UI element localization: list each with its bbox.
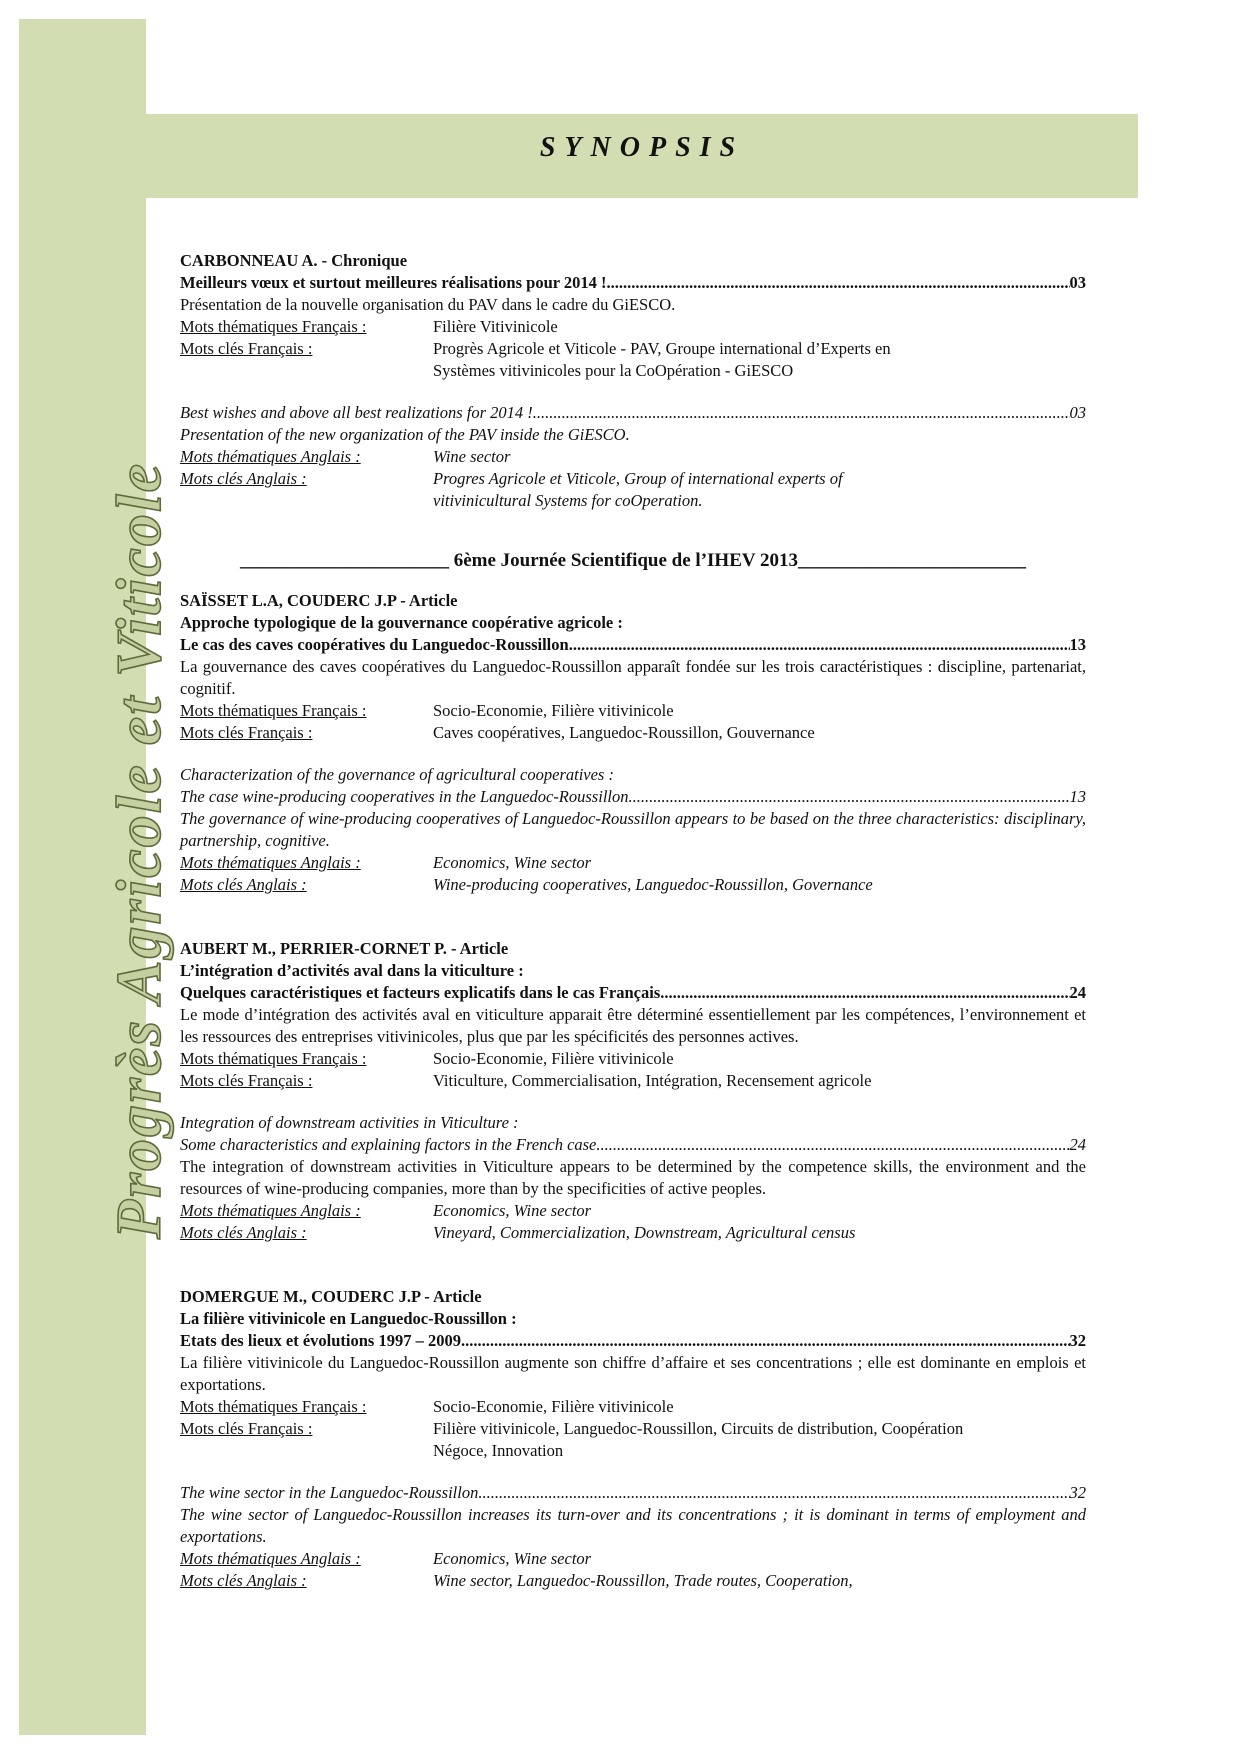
entry-domergue	[180, 1286, 1086, 1592]
entry-title-text: Meilleurs vœux et surtout meilleures réalisations pour 2014 !	[180, 273, 607, 292]
entry-title-fr-line1: L’intégration d’activités aval dans la viticulture :	[180, 961, 524, 980]
leader-dots	[569, 634, 1070, 656]
section-heading	[180, 550, 1086, 576]
page-number: 13	[1069, 635, 1086, 654]
keys-en-label: Mots clés Anglais :	[180, 875, 307, 894]
entry-aubert	[180, 938, 1086, 1244]
keys-en-continued: vitivinicultural Systems for coOperation.	[433, 491, 703, 510]
page-number: 13	[1069, 787, 1086, 806]
keys-fr-row	[180, 338, 1086, 360]
summary-fr: Présentation de la nouvelle organisation du PAV dans le cadre du GiESCO.	[180, 295, 676, 314]
page-number: 24	[1069, 1135, 1086, 1154]
entry-author: DOMERGUE M., COUDERC J.P - Article	[180, 1287, 482, 1306]
keys-fr-label: Mots clés Français :	[180, 1419, 313, 1438]
leader-dots	[461, 1330, 1070, 1352]
keys-en-value: Vineyard, Commercialization, Downstream, Agricultural census	[433, 1223, 856, 1242]
summary-fr: La filière vitivinicole du Languedoc-Roussillon augmente son chiffre d’affaire et ses concentrations ; elle est dominante en emplois et exportations.	[180, 1353, 1086, 1394]
leader-dots	[533, 402, 1070, 424]
entry-title-text: Quelques caractéristiques et facteurs explicatifs dans le cas Français	[180, 983, 661, 1002]
page-title: SYNOPSIS	[539, 132, 745, 163]
leader-dots	[628, 786, 1069, 808]
entry-title-en	[180, 786, 1086, 808]
summary-fr: Le mode d’intégration des activités aval en viticulture apparait être déterminé essentiellement par les compétences, l’environnement et les ressources des entreprises vitivinicoles, plus que par les spécificités des personnes actives.	[180, 1005, 1086, 1046]
page-number: 24	[1069, 983, 1086, 1002]
leader-dots	[478, 1482, 1069, 1504]
entry-title-fr	[180, 1330, 1086, 1352]
theme-en-label: Mots thématiques Anglais :	[180, 447, 361, 466]
section-rule-right: ________________________	[798, 550, 1026, 571]
entry-title-en-line1: Integration of downstream activities in Viticulture :	[180, 1113, 519, 1132]
theme-fr-label: Mots thématiques Français :	[180, 701, 367, 720]
keys-fr-row	[180, 1070, 1086, 1092]
page-number: 03	[1069, 273, 1086, 292]
keys-en-value: Progres Agricole et Viticole, Group of international experts of	[433, 469, 843, 488]
page-number: 03	[1069, 403, 1086, 422]
keys-en-row	[180, 874, 1086, 896]
keys-en-label: Mots clés Anglais :	[180, 469, 307, 488]
keys-fr-value: Progrès Agricole et Viticole - PAV, Groupe international d’Experts en	[433, 339, 891, 358]
theme-fr-row	[180, 316, 1086, 338]
keys-en-value: Wine-producing cooperatives, Languedoc-Roussillon, Governance	[433, 875, 873, 894]
keys-en-row	[180, 468, 1086, 490]
keys-fr-value: Caves coopératives, Languedoc-Roussillon, Gouvernance	[433, 723, 815, 742]
keys-fr-row	[180, 1418, 1086, 1440]
keys-en-label: Mots clés Anglais :	[180, 1571, 307, 1590]
page-number: 32	[1069, 1483, 1086, 1502]
theme-fr-row	[180, 700, 1086, 722]
leader-dots	[660, 982, 1069, 1004]
page-number: 32	[1069, 1331, 1086, 1350]
keys-fr-label: Mots clés Français :	[180, 339, 313, 358]
theme-en-value: Wine sector	[433, 447, 511, 466]
theme-fr-value: Socio-Economie, Filière vitivinicole	[433, 1397, 674, 1416]
summary-fr: La gouvernance des caves coopératives du Languedoc-Roussillon apparaît fondée sur les trois caractéristiques : discipline, partenariat, cognitif.	[180, 657, 1086, 698]
theme-en-row	[180, 446, 1086, 468]
entry-title-text: Some characteristics and explaining factors in the French case	[180, 1135, 597, 1154]
entry-title-text: Etats des lieux et évolutions 1997 – 2009	[180, 1331, 461, 1350]
keys-fr-continued: Négoce, Innovation	[433, 1441, 564, 1460]
theme-en-row	[180, 1548, 1086, 1570]
theme-en-value: Economics, Wine sector	[433, 1549, 592, 1568]
entry-title-fr	[180, 634, 1086, 656]
title-banner	[146, 114, 1138, 198]
keys-fr-label: Mots clés Français :	[180, 1071, 313, 1090]
section-title: 6ème Journée Scientifique de l’IHEV 2013	[453, 550, 798, 571]
keys-fr-value: Filière vitivinicole, Languedoc-Roussillon, Circuits de distribution, Coopération	[433, 1419, 964, 1438]
theme-en-row	[180, 852, 1086, 874]
theme-fr-row	[180, 1048, 1086, 1070]
entry-author: AUBERT M., PERRIER-CORNET P. - Article	[180, 939, 509, 958]
section-rule-left: ______________________	[239, 550, 449, 571]
keys-fr-value: Viticulture, Commercialisation, Intégration, Recensement agricole	[433, 1071, 872, 1090]
theme-en-value: Economics, Wine sector	[433, 853, 592, 872]
entry-title-fr-line1: Approche typologique de la gouvernance coopérative agricole :	[180, 613, 623, 632]
entry-title-text: Le cas des caves coopératives du Languedoc-Roussillon	[180, 635, 569, 654]
sidebar	[19, 19, 174, 1735]
synopsis-content	[180, 250, 1086, 1592]
theme-fr-value: Socio-Economie, Filière vitivinicole	[433, 701, 674, 720]
entry-title-fr-line1: La filière vitivinicole en Languedoc-Roussillon :	[180, 1309, 517, 1328]
entry-title-text: Best wishes and above all best realizations for 2014 !	[180, 403, 533, 422]
summary-en: The integration of downstream activities in Viticulture appears to be determined by the competence skills, the environment and the resources of wine-producing companies, more than by the specificities of active peoples.	[180, 1157, 1086, 1198]
entry-carbonneau	[180, 250, 1086, 512]
entry-title-text: The wine sector in the Languedoc-Roussillon	[180, 1483, 479, 1502]
theme-fr-label: Mots thématiques Français :	[180, 1397, 367, 1416]
keys-en-value: Wine sector, Languedoc-Roussillon, Trade routes, Cooperation,	[433, 1571, 853, 1590]
entry-title-en	[180, 402, 1086, 424]
summary-en: The wine sector of Languedoc-Roussillon increases its turn-over and its concentrations ; it is dominant in terms of employment and exportations.	[180, 1505, 1086, 1546]
entry-title-fr	[180, 272, 1086, 294]
entry-title-en	[180, 1134, 1086, 1156]
keys-fr-continued: Systèmes vitivinicoles pour la CoOpération - GiESCO	[433, 361, 794, 380]
theme-fr-value: Filière Vitivinicole	[433, 317, 558, 336]
entry-saisset	[180, 590, 1086, 896]
theme-fr-row	[180, 1396, 1086, 1418]
entry-title-en	[180, 1482, 1086, 1504]
summary-en: The governance of wine-producing cooperatives of Languedoc-Roussillon appears to be based on the three characteristics: disciplinary, partnership, cognitive.	[180, 809, 1086, 850]
keys-en-row	[180, 1222, 1086, 1244]
entry-title-en-line1: Characterization of the governance of agricultural cooperatives :	[180, 765, 614, 784]
theme-en-label: Mots thématiques Anglais :	[180, 1549, 361, 1568]
entry-author: CARBONNEAU A. - Chronique	[180, 251, 408, 270]
theme-en-label: Mots thématiques Anglais :	[180, 853, 361, 872]
theme-en-label: Mots thématiques Anglais :	[180, 1201, 361, 1220]
keys-fr-label: Mots clés Français :	[180, 723, 313, 742]
keys-en-row	[180, 1570, 1086, 1592]
theme-fr-label: Mots thématiques Français :	[180, 1049, 367, 1068]
theme-en-value: Economics, Wine sector	[433, 1201, 592, 1220]
theme-fr-label: Mots thématiques Français :	[180, 317, 367, 336]
entry-title-text: The case wine-producing cooperatives in the Languedoc-Roussillon	[180, 787, 629, 806]
entry-author: SAÏSSET L.A, COUDERC J.P - Article	[180, 591, 458, 610]
sidebar-brand: Progrès Agricole et Viticole	[103, 461, 174, 1239]
leader-dots	[607, 272, 1070, 294]
theme-en-row	[180, 1200, 1086, 1222]
keys-en-label: Mots clés Anglais :	[180, 1223, 307, 1242]
theme-fr-value: Socio-Economie, Filière vitivinicole	[433, 1049, 674, 1068]
summary-en: Presentation of the new organization of the PAV inside the GiESCO.	[180, 425, 630, 444]
leader-dots	[596, 1134, 1069, 1156]
entry-title-fr	[180, 982, 1086, 1004]
keys-fr-row	[180, 722, 1086, 744]
